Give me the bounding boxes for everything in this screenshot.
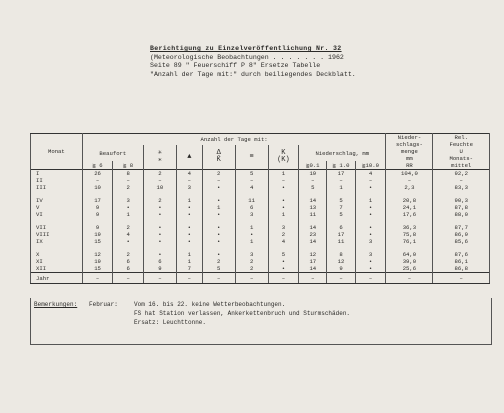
month-cell: XII — [31, 265, 83, 273]
month-cell: VII — [31, 224, 83, 231]
value-cell: 7 — [327, 204, 355, 211]
table-row — [31, 170, 490, 178]
value-cell: – — [176, 177, 202, 184]
value-cell: 11 — [327, 238, 355, 245]
value-cell: 14 — [299, 238, 327, 245]
value-cell: 17 — [82, 197, 113, 204]
value-cell: • — [176, 224, 202, 231]
value-cell: 15 — [82, 238, 113, 245]
value-cell: 1 — [176, 251, 202, 258]
value-cell: 4 — [235, 184, 268, 191]
value-cell: – — [433, 177, 490, 184]
col-beaufort: Beaufort — [82, 145, 143, 161]
table-row — [31, 204, 490, 211]
value-cell: • — [143, 211, 176, 218]
value-cell: 104,0 — [386, 170, 433, 178]
table-row — [31, 258, 490, 265]
value-cell: 15 — [82, 265, 113, 273]
value-cell: 6 — [113, 265, 144, 273]
value-cell: • — [143, 231, 176, 238]
col-n10: ≧ 1.0 — [327, 161, 355, 170]
value-cell: • — [268, 197, 299, 204]
value-cell: • — [235, 231, 268, 238]
value-cell: 1 — [327, 184, 355, 191]
col-n01: ≧0.1 — [299, 161, 327, 170]
value-cell: 85,6 — [433, 238, 490, 245]
value-cell: 6 — [235, 204, 268, 211]
value-cell: 1 — [235, 224, 268, 231]
value-cell: 10 — [82, 184, 113, 191]
value-cell: • — [143, 204, 176, 211]
jahr-label: Jahr — [31, 273, 83, 284]
value-cell: – — [327, 177, 355, 184]
table-row — [31, 251, 490, 258]
header-line-2: (Meteorologische Beobachtungen . . . . . . . 1962 — [150, 53, 344, 61]
month-cell: VIII — [31, 231, 83, 238]
value-cell: 14 — [299, 197, 327, 204]
value-cell: 2 — [113, 184, 144, 191]
value-cell: • — [202, 197, 235, 204]
value-cell: – — [82, 177, 113, 184]
month-cell: X — [31, 251, 83, 258]
value-cell: 11 — [299, 211, 327, 218]
jahr-cell: – — [176, 273, 202, 284]
value-cell: • — [355, 258, 386, 265]
remarks-month: Februar: — [89, 301, 118, 308]
value-cell: – — [299, 177, 327, 184]
value-cell: 1 — [268, 170, 299, 178]
value-cell: • — [202, 224, 235, 231]
value-cell: 2 — [143, 170, 176, 178]
snow-icon: ✳ ⁎ — [143, 145, 176, 170]
value-cell: • — [268, 204, 299, 211]
value-cell: 88,0 — [433, 211, 490, 218]
value-cell: 6 — [143, 258, 176, 265]
value-cell: • — [113, 238, 144, 245]
jahr-cell: – — [386, 273, 433, 284]
value-cell: – — [202, 177, 235, 184]
value-cell: 5 — [235, 170, 268, 178]
value-cell: 90,3 — [433, 197, 490, 204]
jahr-cell: – — [143, 273, 176, 284]
value-cell: 1 — [355, 197, 386, 204]
value-cell: 14 — [299, 224, 327, 231]
value-cell: 1 — [202, 204, 235, 211]
value-cell: • — [176, 211, 202, 218]
month-cell: V — [31, 204, 83, 211]
header-line-4: "Anzahl der Tage mit:" durch beiliegendes Deckblatt. — [150, 70, 356, 78]
value-cell: • — [268, 258, 299, 265]
value-cell: 1 — [268, 211, 299, 218]
value-cell: 6 — [327, 224, 355, 231]
value-cell: 92,2 — [433, 170, 490, 178]
value-cell: 9 — [143, 265, 176, 273]
value-cell: 5 — [327, 211, 355, 218]
value-cell: • — [355, 204, 386, 211]
value-cell: 19 — [82, 231, 113, 238]
remarks-label: Bemerkungen: — [34, 301, 78, 308]
value-cell: • — [202, 231, 235, 238]
value-cell: • — [113, 204, 144, 211]
value-cell: • — [355, 265, 386, 273]
table-row — [31, 231, 490, 238]
value-cell: 9 — [327, 265, 355, 273]
value-cell: 7 — [176, 265, 202, 273]
header-line-3: Seite 89 " Feuerschiff P 8" Ersetze Tabelle — [150, 62, 321, 70]
value-cell: • — [143, 251, 176, 258]
value-cell: 10 — [143, 184, 176, 191]
jahr-cell: – — [433, 273, 490, 284]
value-cell: 24,1 — [386, 204, 433, 211]
value-cell: • — [268, 265, 299, 273]
correction-header — [150, 45, 370, 79]
col-n100: ≧10.0 — [355, 161, 386, 170]
value-cell: 76,1 — [386, 238, 433, 245]
month-cell: I — [31, 170, 83, 178]
value-cell: • — [202, 251, 235, 258]
value-cell: 19 — [299, 170, 327, 178]
value-cell: • — [143, 224, 176, 231]
month-cell: II — [31, 177, 83, 184]
value-cell: • — [176, 204, 202, 211]
value-cell: 3 — [268, 224, 299, 231]
thunder-icon: K (K) — [268, 145, 299, 170]
value-cell: 11 — [235, 197, 268, 204]
value-cell: • — [202, 184, 235, 191]
value-cell: 9 — [82, 204, 113, 211]
value-cell: • — [355, 184, 386, 191]
remarks-line-3: Ersatz: Leuchttonne. — [134, 319, 207, 326]
month-cell: III — [31, 184, 83, 191]
col-b6: ≧ 6 — [82, 161, 113, 170]
hail-icon: ▲ — [176, 145, 202, 170]
table-row — [31, 184, 490, 191]
value-cell: 86,9 — [433, 231, 490, 238]
value-cell: 64,0 — [386, 251, 433, 258]
value-cell: 2 — [202, 170, 235, 178]
value-cell: 87,6 — [433, 251, 490, 258]
value-cell: 26 — [82, 170, 113, 178]
value-cell: 2 — [268, 231, 299, 238]
jahr-cell: – — [82, 273, 113, 284]
value-cell: 87,8 — [433, 204, 490, 211]
value-cell: 1 — [176, 258, 202, 265]
value-cell: 5 — [202, 265, 235, 273]
jahr-cell: – — [327, 273, 355, 284]
value-cell: 3 — [113, 197, 144, 204]
header-title: Berichtigung zu Einzelveröffentlichung Nr. 32 — [150, 45, 342, 52]
value-cell: 3 — [355, 238, 386, 245]
value-cell: • — [176, 231, 202, 238]
value-cell: 23 — [299, 231, 327, 238]
value-cell: 39,0 — [386, 258, 433, 265]
month-cell: VI — [31, 211, 83, 218]
fog-icon: ≡ — [235, 145, 268, 170]
value-cell: 2 — [235, 258, 268, 265]
value-cell: 5 — [327, 197, 355, 204]
value-cell: 2,3 — [386, 184, 433, 191]
jahr-cell: – — [202, 273, 235, 284]
value-cell: 13 — [299, 204, 327, 211]
value-cell: 36,3 — [386, 224, 433, 231]
value-cell: • — [355, 231, 386, 238]
value-cell: • — [202, 238, 235, 245]
value-cell: • — [143, 238, 176, 245]
value-cell: 17,6 — [386, 211, 433, 218]
remarks-line-2: FS hat Station verlassen, Ankerkettenbruch und Sturmschäden. — [134, 310, 351, 317]
value-cell: 9 — [82, 211, 113, 218]
col-b8: ≧ 8 — [113, 161, 144, 170]
value-cell: 17 — [327, 231, 355, 238]
col-monat: Monat — [31, 134, 83, 170]
value-cell: 3 — [235, 211, 268, 218]
value-cell: 6 — [113, 258, 144, 265]
value-cell: 9 — [82, 224, 113, 231]
month-cell: XI — [31, 258, 83, 265]
value-cell: 14 — [299, 265, 327, 273]
value-cell: 19 — [82, 258, 113, 265]
value-cell: 4 — [113, 231, 144, 238]
group-title: Anzahl der Tage mit: — [82, 134, 386, 146]
value-cell: 17 — [327, 170, 355, 178]
value-cell: 3 — [176, 184, 202, 191]
value-cell: 4 — [268, 238, 299, 245]
jahr-row — [31, 273, 490, 284]
value-cell: – — [113, 177, 144, 184]
table-row — [31, 238, 490, 245]
value-cell: 1 — [113, 211, 144, 218]
table-row — [31, 265, 490, 273]
table-row — [31, 224, 490, 231]
table-row — [31, 211, 490, 218]
value-cell: 86,1 — [433, 258, 490, 265]
value-cell: 3 — [355, 251, 386, 258]
value-cell: 2 — [202, 258, 235, 265]
value-cell: 1 — [176, 197, 202, 204]
value-cell: • — [176, 238, 202, 245]
value-cell: – — [268, 177, 299, 184]
value-cell: • — [355, 211, 386, 218]
value-cell: – — [355, 177, 386, 184]
remarks-line-1: Vom 16. bis 22. keine Wetterbeobachtungen. — [134, 301, 286, 308]
jahr-cell: – — [268, 273, 299, 284]
value-cell: 8 — [113, 170, 144, 178]
col-menge: Nieder- schlags- menge mm RR — [386, 134, 433, 170]
month-cell: IV — [31, 197, 83, 204]
col-feuchte: Rel. Feuchte U Monats- mittel — [433, 134, 490, 170]
value-cell: 2 — [113, 224, 144, 231]
value-cell: 83,3 — [433, 184, 490, 191]
value-cell: – — [386, 177, 433, 184]
jahr-cell: – — [299, 273, 327, 284]
table-body — [31, 170, 490, 284]
value-cell: 86,8 — [433, 265, 490, 273]
value-cell: 2 — [235, 265, 268, 273]
value-cell: – — [143, 177, 176, 184]
value-cell: • — [355, 224, 386, 231]
value-cell: 87,7 — [433, 224, 490, 231]
value-cell: 1 — [235, 238, 268, 245]
value-cell: 17 — [299, 258, 327, 265]
value-cell: 12 — [82, 251, 113, 258]
table-row — [31, 177, 490, 184]
value-cell: • — [268, 184, 299, 191]
value-cell: 25,6 — [386, 265, 433, 273]
value-cell: 12 — [327, 258, 355, 265]
col-niederschlag: Niederschlag, mm — [299, 145, 386, 161]
jahr-cell: – — [235, 273, 268, 284]
month-cell: IX — [31, 238, 83, 245]
table-row — [31, 197, 490, 204]
value-cell: 4 — [176, 170, 202, 178]
remarks-box — [30, 298, 492, 345]
days-table — [30, 133, 490, 284]
value-cell: 75,8 — [386, 231, 433, 238]
value-cell: 8 — [327, 251, 355, 258]
value-cell: 2 — [113, 251, 144, 258]
value-cell: 20,8 — [386, 197, 433, 204]
value-cell: 5 — [268, 251, 299, 258]
jahr-cell: – — [113, 273, 144, 284]
value-cell: 2 — [143, 197, 176, 204]
value-cell: 12 — [299, 251, 327, 258]
thunderstorm-icon: Δ K̄ — [202, 145, 235, 170]
value-cell: 5 — [299, 184, 327, 191]
value-cell: 4 — [355, 170, 386, 178]
jahr-cell: – — [355, 273, 386, 284]
value-cell: • — [202, 211, 235, 218]
value-cell: 3 — [235, 251, 268, 258]
value-cell: – — [235, 177, 268, 184]
